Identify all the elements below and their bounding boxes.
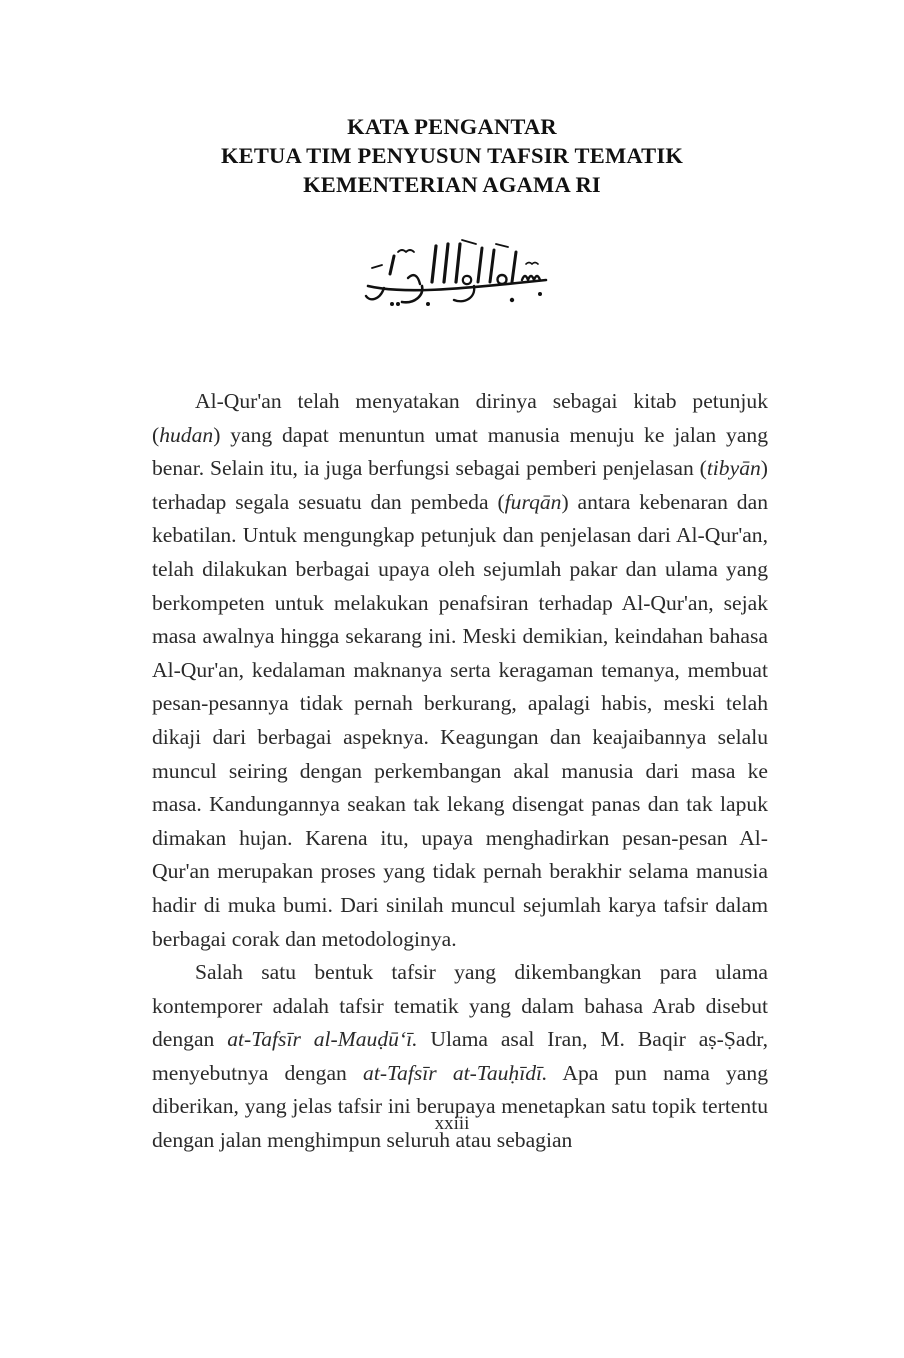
paragraph-1: [152, 385, 768, 956]
page-number: xxiii: [434, 1113, 470, 1134]
italic-term: hudan: [159, 422, 214, 447]
heading-line-1: KATA PENGANTAR: [347, 114, 557, 139]
text-run: Apa pun nama yang diberikan, yang jelas tafsir ini berupaya menetapkan satu topik tertentu dengan jalan menghimpun seluruh atau sebagian: [152, 1060, 768, 1153]
chapter-heading: [0, 112, 904, 199]
italic-term: at-Tafsīr at-Tauḥīdī.: [363, 1060, 548, 1085]
basmala-calligraphy-icon: [362, 238, 552, 310]
italic-term: at-Tafsīr al-Mauḍū‘ī.: [227, 1027, 418, 1052]
text-run: ) yang dapat menuntun umat manusia menuju ke jalan yang benar. Selain itu, ia juga berfungsi sebagai pemberi penjelasan (: [152, 422, 768, 481]
text-run: Al-Qur'an telah menyatakan dirinya sebagai kitab petunjuk (: [152, 389, 768, 447]
body-text: [152, 385, 768, 1158]
text-run: Salah satu bentuk tafsir yang dikembangkan para ulama kontemporer adalah tafsir tematik yang dalam bahasa Arab disebut dengan: [152, 960, 768, 1052]
text-run: ) terhadap segala sesuatu dan pembeda (: [152, 456, 768, 514]
text-run: Ulama asal Iran, M. Baqir aṣ-Ṣadr, menyebutnya dengan: [152, 1027, 768, 1085]
heading-line-2: KETUA TIM PENYUSUN TAFSIR TEMATIK: [220, 143, 684, 168]
heading-line-3: KEMENTERIAN AGAMA RI: [303, 172, 601, 197]
text-run: ) antara kebenaran dan kebatilan. Untuk mengungkap petunjuk dan penjelasan dari Al-Qur'an, telah dilakukan berbagai upaya oleh sejumlah pakar dan ulama yang berkompeten untuk melakukan penafsiran terhadap Al-Qur'an, sejak masa awalnya hingga sekarang ini. Meski demikian, keindahan bahasa Al-Qur'an, kedalaman maknanya serta keragaman temanya, membuat pesan-pesannya tidak pernah berkurang, apalagi habis, meski telah dikaji dari berbagai aspeknya. Keagungan dan keajaibannya selalu muncul seiring dengan perkembangan akal manusia dari masa ke masa. Kandungannya seakan tak lekang disengat panas dan tak lapuk dimakan hujan. Karena itu, upaya menghadirkan pesan-pesan Al-Qur'an merupakan proses yang tidak pernah berakhir selama manusia hadir di muka bumi. Dari sinilah muncul sejumlah karya tafsir dalam berbagai corak dan metodologinya.: [152, 489, 768, 951]
italic-term: furqān: [504, 489, 562, 514]
italic-term: tibyān: [706, 456, 761, 481]
